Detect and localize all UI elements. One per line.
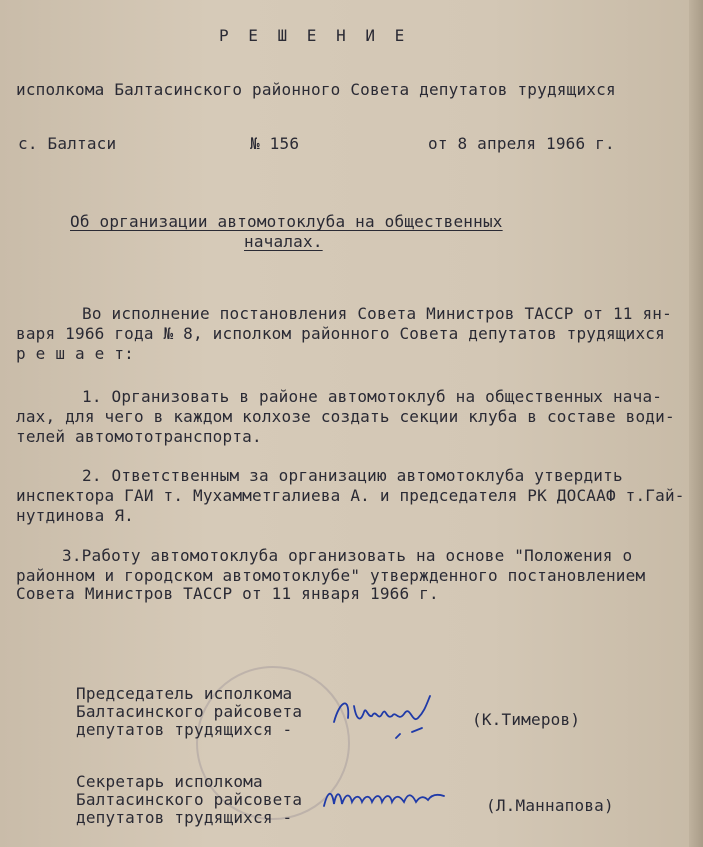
chairman-title-2: Балтасинского райсовета [76,702,303,721]
para1-line-1: 1. Организовать в районе автомотоклуб на общественных нача- [82,387,663,406]
place: с. Балтаси [18,134,117,153]
para3-line-2: районном и городском автомотоклубе" утвержденного постановлением [16,566,646,585]
para2-line-2: инспектора ГАИ т. Мухамметгалиева А. и председателя РК ДОСААФ т.Гай- [16,486,685,505]
para1-line-3: телей автомототранспорта. [16,427,262,446]
para3-line-1: 3.Работу автомотоклуба организовать на основе "Положения о [62,546,633,565]
para2-line-3: нутдинова Я. [16,506,134,525]
intro-line-2: варя 1966 года № 8, исполком районного Совета депутатов трудящихся [16,324,665,343]
secretary-signature [320,780,450,814]
secretary-title-2: Балтасинского райсовета [76,790,303,809]
document-title: Р Е Ш Е Н И Е [219,26,410,45]
page-edge [689,0,703,847]
secretary-title-3: депутатов трудящихся - [76,808,293,827]
chairman-signature [326,688,456,746]
document-number: № 156 [250,134,300,153]
intro-line-3: р е ш а е т: [16,344,134,363]
para1-line-2: лах, для чего в каждом колхозе создать секции клуба в составе води- [16,407,675,426]
chairman-title-3: депутатов трудящихся - [76,720,293,739]
secretary-title-1: Секретарь исполкома [76,772,263,791]
para2-line-1: 2. Ответственным за организацию автомотоклуба утвердить [82,466,623,485]
subject-line-1: Об организации автомотоклуба на общественных [70,212,503,231]
issuer-line: исполкома Балтасинского районного Совета депутатов трудящихся [16,80,616,99]
secretary-name: (Л.Маннапова) [486,796,614,815]
subject-line-2: началах. [244,232,323,251]
chairman-name: (К.Тимеров) [472,710,581,729]
intro-line-1: Во исполнение постановления Совета Министров ТАССР от 11 ян- [82,304,672,323]
chairman-title-1: Председатель исполкома [76,684,293,703]
para3-line-3: Совета Министров ТАССР от 11 января 1966 г. [16,584,439,603]
document-date: от 8 апреля 1966 г. [428,134,615,153]
